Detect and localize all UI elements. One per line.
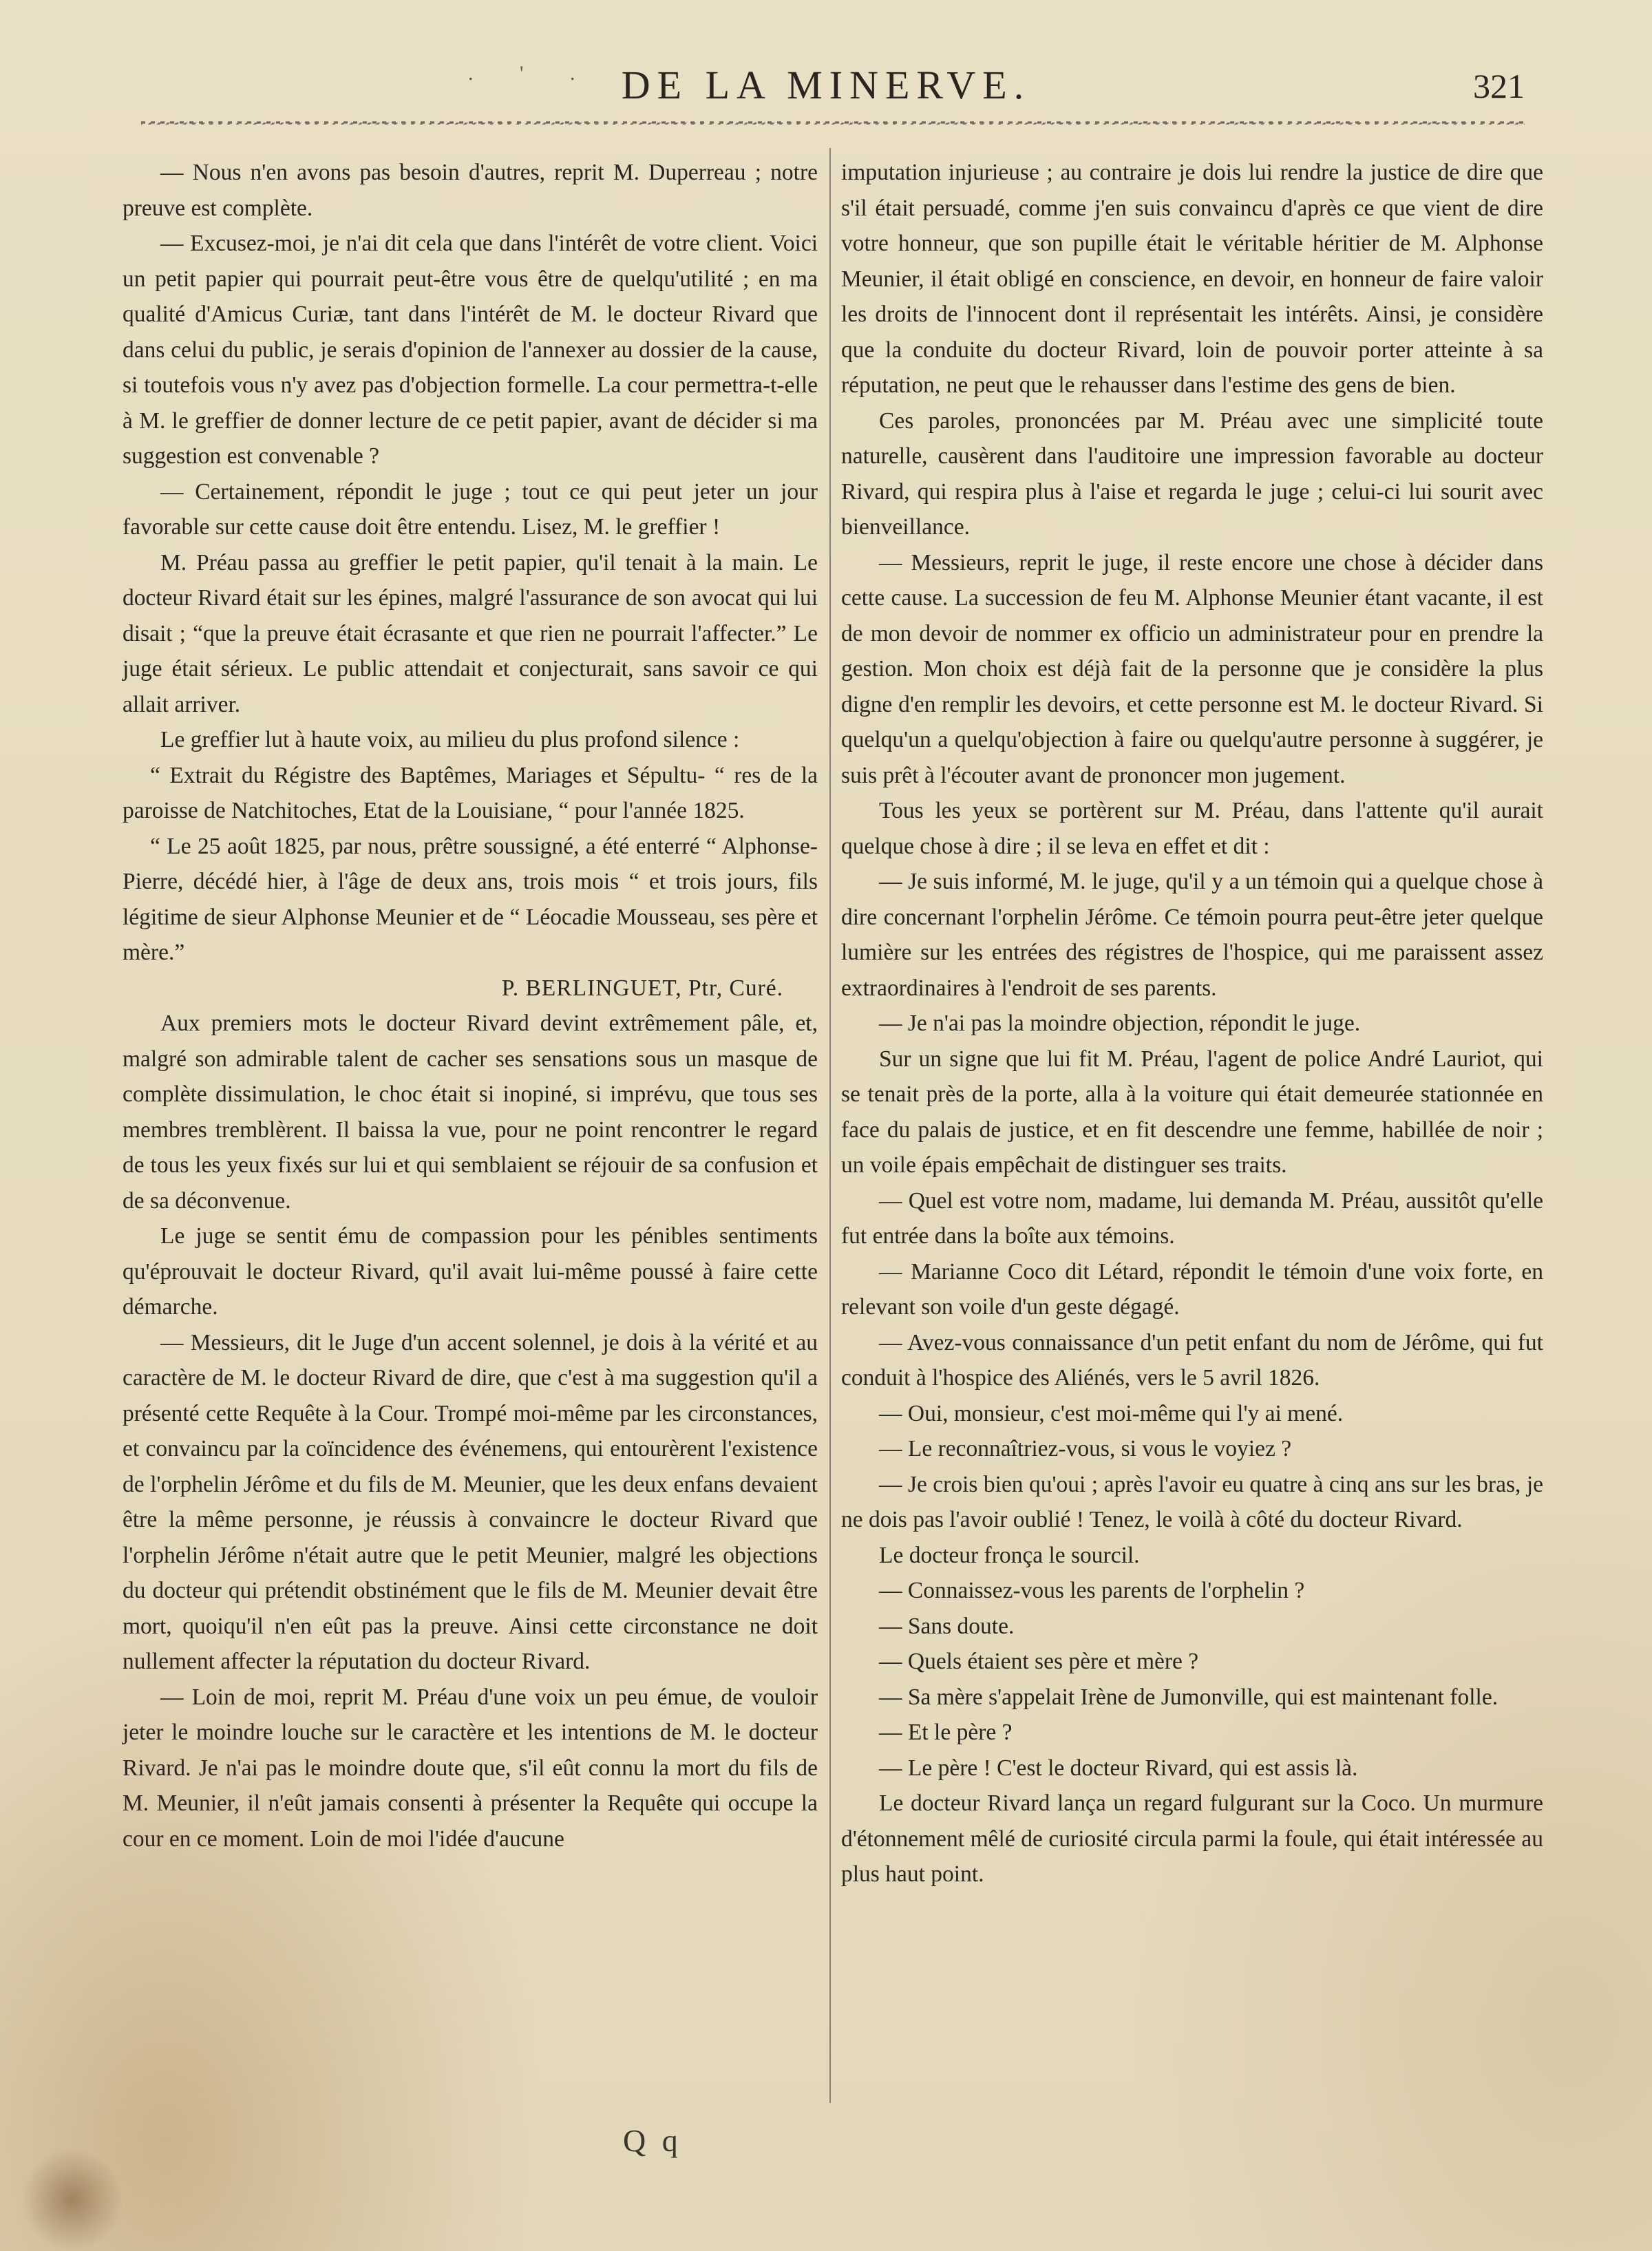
right-column xyxy=(841,155,1543,1892)
paragraph: — Excusez-moi, je n'ai dit cela que dans l'intérêt de votre client. Voici un petit papier qui pourrait peut-être vous être de quelqu'utilité ; en ma qualité d'Amicus Curiæ, tant dans l'intérêt de M. le docteur Rivard que dans celui du public, je serais d'opinion de l'annexer au dossier de la cause, si toutefois vous n'y avez pas d'objection formelle. La cour permettra-t-elle à M. le greffier de donner lecture de ce petit papier, avant de décider si ma suggestion est convenable ? xyxy=(123,231,818,469)
paragraph: — Je crois bien qu'oui ; après l'avoir eu quatre à cinq ans sur les bras, je ne dois pas l'avoir oublié ! Tenez, le voilà à côté du docteur Rivard. xyxy=(841,1471,1543,1532)
paragraph: — Nous n'en avons pas besoin d'autres, reprit M. Duperreau ; notre preuve est complète. xyxy=(123,160,818,221)
page-header xyxy=(0,62,1652,131)
running-title: DE LA MINERVE. xyxy=(621,63,1031,107)
paragraph: — Je suis informé, M. le juge, qu'il y a un témoin qui a quelque chose à dire concernant l'orphelin Jérôme. Ce témoin pourra peut-être jeter quelque lumière sur les entrées des régistres de l'hospice, qui me paraissent assez extraordinaires à l'endroit de ses parents. xyxy=(841,869,1543,1001)
paragraph: Le juge se sentit ému de compassion pour les pénibles sentiments qu'éprouvait le docteur Rivard, qu'il avait lui-même poussé à faire cette démarche. xyxy=(123,1223,818,1320)
page-number: 321 xyxy=(1473,67,1525,105)
register-extract-heading: “ Extrait du Régistre des Baptêmes, Mariages et Sépultu- “ res de la paroisse de Natchitoches, Etat de la Louisiane, “ pour l'année 1825. xyxy=(123,762,818,823)
paragraph: — Loin de moi, reprit M. Préau d'une voix un peu émue, de vouloir jeter le moindre louche sur le caractère et les intentions de M. le docteur Rivard. Je n'ai pas le moindre doute que, s'il eût connu la mort du fils de M. Meunier, il n'eût jamais consenti à présenter la Requête qui occupe la cour en ce moment. Loin de moi l'idée d'aucune xyxy=(123,1684,818,1852)
paragraph: Ces paroles, prononcées par M. Préau avec une simplicité toute naturelle, causèrent dans l'auditoire une impression favorable au docteur Rivard, qui respira plus à l'aise et regarda le juge ; celui-ci lui sourit avec bienveillance. xyxy=(841,408,1543,540)
paragraph: — Marianne Coco dit Létard, répondit le témoin d'une voix forte, en relevant son voile d'un geste dégagé. xyxy=(841,1258,1543,1320)
column-divider xyxy=(829,148,831,2103)
paragraph: — Quel est votre nom, madame, lui demanda M. Préau, aussitôt qu'elle fut entrée dans la boîte aux témoins. xyxy=(841,1187,1543,1249)
paragraph: Sur un signe que lui fit M. Préau, l'agent de police André Lauriot, qui se tenait près de la porte, alla à la voiture qui était demeurée stationnée en face du palais de justice, et en fit descendre une femme, habillée de noir ; un voile épais empêchait de distinguer ses traits. xyxy=(841,1046,1543,1178)
paragraph: — Certainement, répondit le juge ; tout ce qui peut jeter un jour favorable sur cette cause doit être entendu. Lisez, M. le greffier ! xyxy=(123,478,818,540)
signature-mark: Q q xyxy=(623,2123,682,2158)
paragraph: — Quels étaient ses père et mère ? xyxy=(879,1649,1199,1674)
header-rule-wavy xyxy=(141,123,1525,125)
paragraph: — Le père ! C'est le docteur Rivard, qui est assis là. xyxy=(879,1755,1358,1781)
paragraph: — Sa mère s'appelait Irène de Jumonville, qui est maintenant folle. xyxy=(879,1684,1499,1710)
paragraph: — Messieurs, reprit le juge, il reste encore une chose à décider dans cette cause. La succession de feu M. Alphonse Meunier étant vacante, il est de mon devoir de nommer ex officio un administrateur pour en prendre la gestion. Mon choix est déjà fait de la personne que je considère la plus digne d'en remplir les devoirs, et cette personne est M. le docteur Rivard. Si quelqu'un a quelqu'objection à faire ou quelqu'autre personne à suggérer, je suis prêt à l'écouter avant de prononcer mon jugement. xyxy=(841,549,1543,788)
paper-stain xyxy=(21,2148,124,2251)
paragraph: — Messieurs, dit le Juge d'un accent solennel, je dois à la vérité et au caractère de M. le docteur Rivard de dire, que c'est à ma suggestion qu'il a présenté cette Requête à la Cour. Trompé moi-même par les circonstances, et convaincu par la coïncidence des événemens, qui entourèrent l'existence de l'orphelin Jérôme et du fils de M. Meunier, que les deux enfans devaient être la même personne, je réussis à convaincre le docteur Rivard que l'orphelin Jérôme n'était autre que le petit Meunier, malgré les objections du docteur qui prétendit obstinément que le fils de M. Meunier devait être mort, quoiqu'il n'en eût pas la preuve. Ainsi cette circonstance ne doit nullement affecter la réputation du docteur Rivard. xyxy=(123,1329,818,1674)
paragraph: Le docteur fronça le sourcil. xyxy=(879,1542,1140,1568)
paragraph: Le greffier lut à haute voix, au milieu du plus profond silence : xyxy=(160,727,740,752)
paragraph: — Sans doute. xyxy=(879,1613,1015,1639)
paragraph: — Oui, monsieur, c'est moi-même qui l'y ai mené. xyxy=(879,1400,1344,1426)
paragraph: — Avez-vous connaissance d'un petit enfant du nom de Jérôme, qui fut conduit à l'hospice des Aliénés, vers le 5 avril 1826. xyxy=(841,1329,1543,1391)
priest-signature: P. BERLINGUET, Ptr, Curé. xyxy=(501,975,783,1001)
paragraph: imputation injurieuse ; au contraire je dois lui rendre la justice de dire que s'il était persuadé, comme j'en suis convaincu d'après ce que vient de dire votre honneur, que son pupille était le véritable héritier de M. Alphonse Meunier, il était obligé en conscience, en devoir, en honneur de faire valoir les droits de l'innocent dont il représentait les intérêts. Ainsi, je considère que la conduite du docteur Rivard, loin de pouvoir porter atteinte à sa réputation, ne peut que le rehausser dans l'estime des gens de bien. xyxy=(841,160,1543,398)
header-marks: . ' . xyxy=(468,62,596,85)
paragraph: Tous les yeux se portèrent sur M. Préau, dans l'attente qu'il aurait quelque chose à dire ; il se leva en effet et dit : xyxy=(841,798,1543,859)
paragraph: — Et le père ? xyxy=(879,1720,1013,1745)
left-column xyxy=(123,155,818,1857)
paragraph: — Connaissez-vous les parents de l'orphelin ? xyxy=(879,1578,1305,1603)
paragraph: Aux premiers mots le docteur Rivard devint extrêmement pâle, et, malgré son admirable talent de cacher ses sensations sous un masque de complète dissimulation, le choc était si inopiné, si imprévu, que tous ses membres tremblèrent. Il baissa la vue, pour ne point rencontrer le regard de tous les yeux fixés sur lui et qui semblaient se réjouir de sa confusion et de sa déconvenue. xyxy=(123,1011,818,1214)
paragraph: M. Préau passa au greffier le petit papier, qu'il tenait à la main. Le docteur Rivard était sur les épines, malgré l'assurance de son avocat qui lui disait ; “que la preuve était écrasante et que rien ne pourrait l'affecter.” Le juge était sérieux. Le public attendait et conjecturait, sans savoir ce qui allait arriver. xyxy=(123,549,818,717)
paragraph: — Le reconnaîtriez-vous, si vous le voyiez ? xyxy=(879,1436,1292,1461)
register-extract-entry: “ Le 25 août 1825, par nous, prêtre soussigné, a été enterré “ Alphonse-Pierre, décédé hier, à l'âge de deux ans, trois mois “ et trois jours, fils légitime de sieur Alphonse Meunier et de “ Léocadie Mousseau, ses père et mère.” xyxy=(123,833,818,965)
paragraph: — Je n'ai pas la moindre objection, répondit le juge. xyxy=(879,1011,1361,1036)
paragraph: Le docteur Rivard lança un regard fulgurant sur la Coco. Un murmure d'étonnement mêlé de curiosité circula parmi la foule, qui était intéressée au plus haut point. xyxy=(841,1790,1543,1887)
